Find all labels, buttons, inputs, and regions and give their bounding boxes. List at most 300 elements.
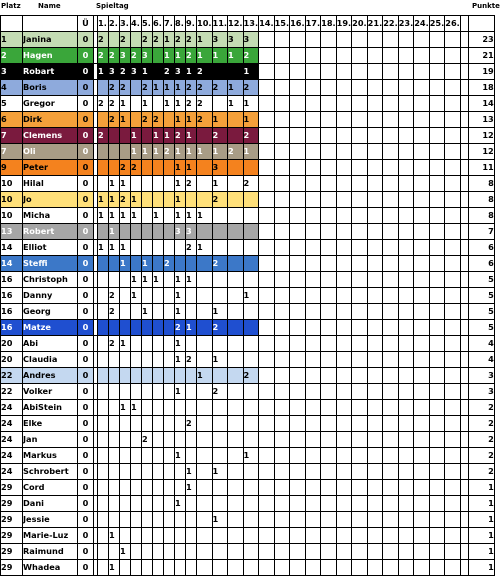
row-day-25 bbox=[429, 272, 445, 288]
row-day-24 bbox=[414, 176, 430, 192]
table-row bbox=[1, 496, 495, 512]
row-day-23 bbox=[398, 288, 414, 304]
row-day-22 bbox=[383, 496, 399, 512]
row-day-2 bbox=[109, 320, 120, 336]
row-day-16 bbox=[290, 432, 306, 448]
row-day-24 bbox=[414, 560, 430, 576]
row-day-6 bbox=[153, 560, 164, 576]
row-day-2: 2 bbox=[109, 96, 120, 112]
row-name: Raimund bbox=[23, 544, 78, 560]
row-day-26 bbox=[445, 304, 461, 320]
row-day-1 bbox=[98, 448, 109, 464]
row-day-9: 1 bbox=[186, 320, 197, 336]
row-day-9 bbox=[186, 432, 197, 448]
row-day-10 bbox=[197, 384, 213, 400]
row-day-14 bbox=[259, 320, 275, 336]
row-day-4 bbox=[131, 80, 142, 96]
row-gap-right bbox=[460, 480, 468, 496]
row-day-20 bbox=[352, 192, 368, 208]
row-day-20 bbox=[352, 384, 368, 400]
row-day-5: 3 bbox=[142, 48, 153, 64]
row-u: 0 bbox=[78, 96, 94, 112]
row-day-10 bbox=[197, 416, 213, 432]
row-day-23 bbox=[398, 96, 414, 112]
row-day-26 bbox=[445, 32, 461, 48]
row-punkte: 23 bbox=[468, 32, 494, 48]
row-day-25 bbox=[429, 192, 445, 208]
row-day-10 bbox=[197, 160, 213, 176]
row-platz: 29 bbox=[1, 544, 23, 560]
row-day-13 bbox=[243, 400, 259, 416]
row-day-11: 2 bbox=[212, 256, 228, 272]
row-day-14 bbox=[259, 256, 275, 272]
row-day-13: 2 bbox=[243, 368, 259, 384]
row-day-21 bbox=[367, 496, 383, 512]
row-day-22 bbox=[383, 304, 399, 320]
row-day-26 bbox=[445, 544, 461, 560]
row-day-12: 3 bbox=[228, 32, 244, 48]
row-gap-right bbox=[460, 96, 468, 112]
row-day-12 bbox=[228, 240, 244, 256]
row-platz: 10 bbox=[1, 192, 23, 208]
row-day-8 bbox=[175, 464, 186, 480]
row-day-10: 1 bbox=[197, 48, 213, 64]
row-day-13 bbox=[243, 432, 259, 448]
row-day-23 bbox=[398, 80, 414, 96]
row-day-24 bbox=[414, 400, 430, 416]
row-day-10 bbox=[197, 272, 213, 288]
row-day-12 bbox=[228, 448, 244, 464]
row-day-25 bbox=[429, 64, 445, 80]
row-day-26 bbox=[445, 128, 461, 144]
header-gap-right bbox=[460, 16, 468, 32]
row-day-21 bbox=[367, 544, 383, 560]
row-day-21 bbox=[367, 560, 383, 576]
row-day-13 bbox=[243, 336, 259, 352]
row-day-11: 2 bbox=[212, 192, 228, 208]
row-day-2 bbox=[109, 352, 120, 368]
row-gap-right bbox=[460, 304, 468, 320]
row-day-19 bbox=[336, 336, 352, 352]
row-gap-right bbox=[460, 320, 468, 336]
row-day-13 bbox=[243, 240, 259, 256]
row-day-10 bbox=[197, 176, 213, 192]
row-day-20 bbox=[352, 512, 368, 528]
row-day-15 bbox=[274, 384, 290, 400]
row-day-6 bbox=[153, 48, 164, 64]
row-u: 0 bbox=[78, 400, 94, 416]
header-day-10: 10. bbox=[197, 16, 213, 32]
row-day-3 bbox=[120, 128, 131, 144]
row-day-6 bbox=[153, 336, 164, 352]
row-day-5 bbox=[142, 400, 153, 416]
row-u: 0 bbox=[78, 384, 94, 400]
row-day-17 bbox=[305, 64, 321, 80]
row-name: Dirk bbox=[23, 112, 78, 128]
row-day-18 bbox=[321, 288, 337, 304]
row-day-21 bbox=[367, 288, 383, 304]
row-day-19 bbox=[336, 496, 352, 512]
row-day-18 bbox=[321, 176, 337, 192]
row-u: 0 bbox=[78, 272, 94, 288]
row-day-1 bbox=[98, 560, 109, 576]
row-day-24 bbox=[414, 288, 430, 304]
row-day-8: 1 bbox=[175, 96, 186, 112]
row-day-1: 2 bbox=[98, 128, 109, 144]
row-day-23 bbox=[398, 240, 414, 256]
row-platz: 10 bbox=[1, 176, 23, 192]
row-day-11 bbox=[212, 288, 228, 304]
header-day-19: 19. bbox=[336, 16, 352, 32]
row-punkte: 5 bbox=[468, 320, 494, 336]
row-day-7: 1 bbox=[164, 48, 175, 64]
table-row bbox=[1, 368, 495, 384]
row-day-26 bbox=[445, 240, 461, 256]
row-day-13 bbox=[243, 208, 259, 224]
row-day-16 bbox=[290, 352, 306, 368]
row-day-9 bbox=[186, 560, 197, 576]
row-day-9: 1 bbox=[186, 144, 197, 160]
row-day-6 bbox=[153, 400, 164, 416]
row-platz: 20 bbox=[1, 352, 23, 368]
row-day-13 bbox=[243, 512, 259, 528]
row-day-11 bbox=[212, 416, 228, 432]
row-day-4: 1 bbox=[131, 128, 142, 144]
table-row bbox=[1, 560, 495, 576]
row-day-6 bbox=[153, 320, 164, 336]
row-platz: 20 bbox=[1, 336, 23, 352]
row-day-24 bbox=[414, 240, 430, 256]
row-punkte: 2 bbox=[468, 464, 494, 480]
row-day-17 bbox=[305, 448, 321, 464]
row-day-26 bbox=[445, 560, 461, 576]
row-day-1 bbox=[98, 256, 109, 272]
row-day-12: 1 bbox=[228, 48, 244, 64]
row-day-11: 2 bbox=[212, 128, 228, 144]
row-day-17 bbox=[305, 320, 321, 336]
row-day-14 bbox=[259, 384, 275, 400]
row-day-11: 1 bbox=[212, 304, 228, 320]
row-day-2: 1 bbox=[109, 560, 120, 576]
header-day-20: 20. bbox=[352, 16, 368, 32]
row-day-14 bbox=[259, 400, 275, 416]
row-day-10 bbox=[197, 224, 213, 240]
row-day-2: 3 bbox=[109, 64, 120, 80]
row-day-25 bbox=[429, 400, 445, 416]
row-day-17 bbox=[305, 272, 321, 288]
row-day-20 bbox=[352, 320, 368, 336]
row-day-7 bbox=[164, 224, 175, 240]
row-day-18 bbox=[321, 496, 337, 512]
row-day-17 bbox=[305, 176, 321, 192]
row-day-11 bbox=[212, 528, 228, 544]
row-name: Volker bbox=[23, 384, 78, 400]
row-platz: 16 bbox=[1, 304, 23, 320]
row-day-8: 2 bbox=[175, 32, 186, 48]
row-day-24 bbox=[414, 32, 430, 48]
row-platz: 10 bbox=[1, 208, 23, 224]
row-day-17 bbox=[305, 352, 321, 368]
row-name: Georg bbox=[23, 304, 78, 320]
row-day-5: 2 bbox=[142, 432, 153, 448]
row-day-6 bbox=[153, 192, 164, 208]
row-day-25 bbox=[429, 512, 445, 528]
row-day-12 bbox=[228, 528, 244, 544]
header-row bbox=[1, 16, 495, 32]
row-day-17 bbox=[305, 160, 321, 176]
row-day-19 bbox=[336, 448, 352, 464]
table-row bbox=[1, 80, 495, 96]
row-day-9: 1 bbox=[186, 112, 197, 128]
row-day-6: 2 bbox=[153, 112, 164, 128]
header-day-8: 8. bbox=[175, 16, 186, 32]
row-day-24 bbox=[414, 64, 430, 80]
row-day-6 bbox=[153, 512, 164, 528]
row-day-16 bbox=[290, 320, 306, 336]
row-day-13 bbox=[243, 384, 259, 400]
row-day-22 bbox=[383, 224, 399, 240]
row-day-15 bbox=[274, 400, 290, 416]
row-day-15 bbox=[274, 336, 290, 352]
row-day-16 bbox=[290, 416, 306, 432]
row-platz: 1 bbox=[1, 32, 23, 48]
row-day-24 bbox=[414, 96, 430, 112]
row-day-2 bbox=[109, 144, 120, 160]
header-day-18: 18. bbox=[321, 16, 337, 32]
row-day-15 bbox=[274, 416, 290, 432]
row-day-13 bbox=[243, 544, 259, 560]
row-day-3: 2 bbox=[120, 160, 131, 176]
row-day-25 bbox=[429, 176, 445, 192]
row-punkte: 2 bbox=[468, 416, 494, 432]
row-day-21 bbox=[367, 400, 383, 416]
table-row bbox=[1, 64, 495, 80]
row-day-7: 1 bbox=[164, 80, 175, 96]
row-day-11: 2 bbox=[212, 80, 228, 96]
row-day-13: 1 bbox=[243, 112, 259, 128]
row-day-9: 1 bbox=[186, 128, 197, 144]
row-day-4: 1 bbox=[131, 192, 142, 208]
row-day-12 bbox=[228, 112, 244, 128]
row-day-19 bbox=[336, 528, 352, 544]
row-day-4 bbox=[131, 528, 142, 544]
row-u: 0 bbox=[78, 496, 94, 512]
row-day-25 bbox=[429, 32, 445, 48]
row-day-23 bbox=[398, 112, 414, 128]
row-day-11: 1 bbox=[212, 176, 228, 192]
row-day-20 bbox=[352, 400, 368, 416]
row-day-22 bbox=[383, 544, 399, 560]
row-gap-right bbox=[460, 448, 468, 464]
row-day-6 bbox=[153, 528, 164, 544]
row-day-6: 1 bbox=[153, 208, 164, 224]
row-day-20 bbox=[352, 352, 368, 368]
row-day-25 bbox=[429, 336, 445, 352]
row-day-13 bbox=[243, 416, 259, 432]
row-day-24 bbox=[414, 224, 430, 240]
row-day-6 bbox=[153, 416, 164, 432]
row-day-15 bbox=[274, 304, 290, 320]
row-day-17 bbox=[305, 224, 321, 240]
row-day-12 bbox=[228, 416, 244, 432]
row-day-10 bbox=[197, 192, 213, 208]
row-day-21 bbox=[367, 448, 383, 464]
row-day-8: 1 bbox=[175, 160, 186, 176]
row-day-5: 1 bbox=[142, 144, 153, 160]
row-day-7 bbox=[164, 384, 175, 400]
row-day-12: 2 bbox=[228, 144, 244, 160]
row-day-10 bbox=[197, 400, 213, 416]
row-day-14 bbox=[259, 272, 275, 288]
row-day-7 bbox=[164, 368, 175, 384]
row-punkte: 6 bbox=[468, 256, 494, 272]
row-u: 0 bbox=[78, 368, 94, 384]
row-day-8: 1 bbox=[175, 384, 186, 400]
row-day-25 bbox=[429, 416, 445, 432]
row-day-21 bbox=[367, 432, 383, 448]
row-day-12 bbox=[228, 304, 244, 320]
row-u: 0 bbox=[78, 432, 94, 448]
row-day-22 bbox=[383, 272, 399, 288]
row-u: 0 bbox=[78, 512, 94, 528]
row-day-26 bbox=[445, 432, 461, 448]
table-row bbox=[1, 480, 495, 496]
row-day-4 bbox=[131, 432, 142, 448]
row-day-1 bbox=[98, 304, 109, 320]
row-day-20 bbox=[352, 464, 368, 480]
row-name: Cord bbox=[23, 480, 78, 496]
row-day-16 bbox=[290, 128, 306, 144]
row-day-16 bbox=[290, 496, 306, 512]
row-day-16 bbox=[290, 80, 306, 96]
row-gap-right bbox=[460, 240, 468, 256]
row-day-9: 1 bbox=[186, 208, 197, 224]
row-day-12: 1 bbox=[228, 80, 244, 96]
row-day-21 bbox=[367, 192, 383, 208]
row-day-3: 2 bbox=[120, 192, 131, 208]
row-day-4 bbox=[131, 176, 142, 192]
row-day-20 bbox=[352, 448, 368, 464]
row-day-6 bbox=[153, 368, 164, 384]
row-day-14 bbox=[259, 512, 275, 528]
row-day-25 bbox=[429, 464, 445, 480]
row-day-21 bbox=[367, 96, 383, 112]
row-day-17 bbox=[305, 192, 321, 208]
row-day-16 bbox=[290, 48, 306, 64]
row-day-9: 1 bbox=[186, 272, 197, 288]
row-day-12 bbox=[228, 336, 244, 352]
row-punkte: 11 bbox=[468, 160, 494, 176]
row-day-1 bbox=[98, 336, 109, 352]
row-day-8: 1 bbox=[175, 336, 186, 352]
row-punkte: 1 bbox=[468, 544, 494, 560]
row-day-26 bbox=[445, 160, 461, 176]
row-gap-right bbox=[460, 272, 468, 288]
row-day-19 bbox=[336, 480, 352, 496]
row-day-2 bbox=[109, 256, 120, 272]
row-day-16 bbox=[290, 448, 306, 464]
row-day-16 bbox=[290, 272, 306, 288]
row-day-5 bbox=[142, 160, 153, 176]
row-day-9: 1 bbox=[186, 64, 197, 80]
row-day-1 bbox=[98, 368, 109, 384]
row-day-15 bbox=[274, 512, 290, 528]
row-day-2: 2 bbox=[109, 112, 120, 128]
row-day-3 bbox=[120, 448, 131, 464]
row-day-11 bbox=[212, 64, 228, 80]
row-day-11 bbox=[212, 432, 228, 448]
row-day-6 bbox=[153, 464, 164, 480]
row-day-1: 1 bbox=[98, 208, 109, 224]
row-day-24 bbox=[414, 48, 430, 64]
row-day-2 bbox=[109, 432, 120, 448]
row-day-14 bbox=[259, 448, 275, 464]
row-day-23 bbox=[398, 384, 414, 400]
row-day-7 bbox=[164, 272, 175, 288]
row-day-8: 1 bbox=[175, 272, 186, 288]
row-name: Robart bbox=[23, 64, 78, 80]
header-day-15: 15. bbox=[274, 16, 290, 32]
row-day-25 bbox=[429, 80, 445, 96]
row-day-2: 2 bbox=[109, 48, 120, 64]
row-platz: 5 bbox=[1, 96, 23, 112]
row-day-21 bbox=[367, 512, 383, 528]
row-day-6 bbox=[153, 448, 164, 464]
row-day-25 bbox=[429, 160, 445, 176]
row-day-2 bbox=[109, 400, 120, 416]
row-day-16 bbox=[290, 304, 306, 320]
row-day-15 bbox=[274, 192, 290, 208]
row-day-14 bbox=[259, 336, 275, 352]
row-day-19 bbox=[336, 384, 352, 400]
row-day-12 bbox=[228, 224, 244, 240]
row-day-24 bbox=[414, 464, 430, 480]
row-day-1 bbox=[98, 272, 109, 288]
row-day-10 bbox=[197, 304, 213, 320]
row-day-6 bbox=[153, 240, 164, 256]
row-day-10: 1 bbox=[197, 32, 213, 48]
row-day-4 bbox=[131, 416, 142, 432]
row-day-3 bbox=[120, 272, 131, 288]
table-row bbox=[1, 224, 495, 240]
row-punkte: 1 bbox=[468, 512, 494, 528]
row-day-10: 2 bbox=[197, 64, 213, 80]
row-day-3 bbox=[120, 496, 131, 512]
row-day-22 bbox=[383, 288, 399, 304]
row-day-9: 2 bbox=[186, 96, 197, 112]
row-day-26 bbox=[445, 368, 461, 384]
row-day-18 bbox=[321, 160, 337, 176]
row-day-23 bbox=[398, 128, 414, 144]
row-day-1 bbox=[98, 400, 109, 416]
row-u: 0 bbox=[78, 416, 94, 432]
row-name: AbiStein bbox=[23, 400, 78, 416]
row-day-11: 3 bbox=[212, 32, 228, 48]
header-day-9: 9. bbox=[186, 16, 197, 32]
row-day-2: 1 bbox=[109, 224, 120, 240]
row-day-2: 2 bbox=[109, 336, 120, 352]
row-day-19 bbox=[336, 240, 352, 256]
row-u: 0 bbox=[78, 32, 94, 48]
row-day-23 bbox=[398, 208, 414, 224]
row-day-24 bbox=[414, 496, 430, 512]
row-day-18 bbox=[321, 336, 337, 352]
row-day-8: 1 bbox=[175, 448, 186, 464]
row-day-4: 2 bbox=[131, 48, 142, 64]
row-day-2 bbox=[109, 512, 120, 528]
row-day-22 bbox=[383, 512, 399, 528]
row-day-8: 1 bbox=[175, 80, 186, 96]
